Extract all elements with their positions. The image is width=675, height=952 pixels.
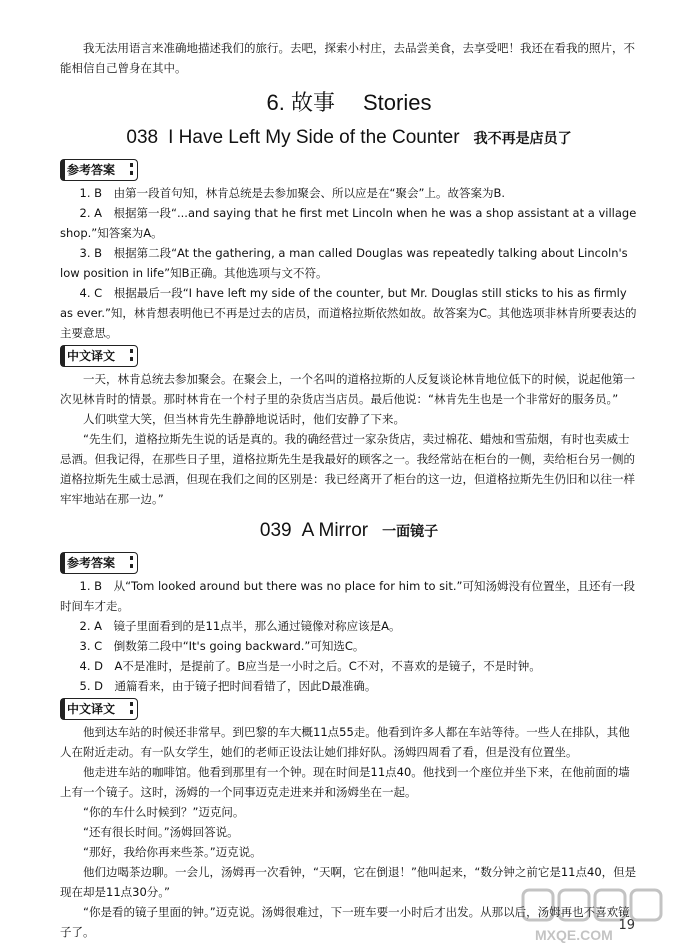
section-title-en: Stories <box>363 90 432 115</box>
translation-paragraph: 他走进车站的咖啡馆。他看到那里有一个钟。现在时间是11点40。他找到一个座位并坐下来，在他前面的墙上有一个镜子。这时，汤姆的一个同事迈克走进来并和汤姆坐在一起。 <box>60 765 630 799</box>
story-title-cn: 我不再是店员了 <box>473 131 572 147</box>
answer-item: 4. C 根据最后一段“I have left my side of the counter, but Mr. Douglas still sticks to his as firmly as ever.”知，林肯想表明他已不再是过去的店员，而道格拉斯依然如故。故答案为C。其他选项非林肯所要表达的主要意思。 <box>60 286 637 340</box>
translation-paragraph: 一天，林肯总统去参加聚会。在聚会上，一个名叫的道格拉斯的人反复谈论林肯地位低下的时候，说起他第一次见林肯时的情景。那时林肯在一个村子里的杂货店当店员。最后他说：“林肯先生也是一个非常好的服务员。” <box>60 372 635 406</box>
story-title-cn: 一面镜子 <box>382 524 439 540</box>
translation-paragraph: “你是看的镜子里面的钟。”迈克说。汤姆很难过，下一班车要一小时后才出发。从那以后，汤姆再也不喜欢镜子了。 <box>60 905 630 939</box>
answers-badge: 参考答案 <box>60 552 138 574</box>
translation-paragraph: “你的车什么时候到？”迈克问。 <box>83 805 245 819</box>
intro-paragraph: 我无法用语言来准确地描述我们的旅行。去吧，探索小村庄，去品尝美食，去享受吧！我还在看我的照片，不能相信自己曾身在其中。 <box>60 41 635 75</box>
answer-item: 1. B 由第一段首句知，林肯总统是去参加聚会、所以应是在“聚会”上。故答案为B. <box>79 186 506 200</box>
story-number: 038 <box>126 127 159 148</box>
translation-paragraph: 他们边喝茶边聊。一会儿，汤姆再一次看钟，“天啊，它在倒退！”他叫起来，“数分钟之前它是11点40，但是现在却是11点30分。” <box>60 865 637 899</box>
answer-item: 3. C 倒数第二段中“It's going backward.”可知选C。 <box>79 639 365 653</box>
answer-item: 5. D 通篇看来，由于镜子把时间看错了，因此D最准确。 <box>79 679 377 693</box>
translation-paragraph: 他到达车站的时候还非常早。到巴黎的车大概11点55走。他看到许多人都在车站等待。一些人在排队，其他人在附近走动。有一队女学生，她们的老师正设法让她们排好队。汤姆四周看了看，但是没有位置坐。 <box>60 725 630 759</box>
badge-dots-icon <box>118 163 133 175</box>
badge-marker <box>61 346 65 366</box>
page <box>60 38 638 942</box>
section-number-title: 6. 故事 <box>266 90 335 115</box>
translation-paragraph: “还有很长时间。”汤姆回答说。 <box>83 825 239 839</box>
badge-marker <box>61 699 65 719</box>
badge-dots-icon <box>118 556 133 568</box>
translation-badge: 中文译文 <box>60 345 138 367</box>
answer-item: 3. B 根据第二段“At the gathering, a man called Douglas was repeatedly talking about Lincoln's low position in life”知B正确。其他选项与文不符。 <box>60 246 628 280</box>
translation-badge: 中文译文 <box>60 698 138 720</box>
translation-paragraph: “先生们，道格拉斯先生说的话是真的。我的确经营过一家杂货店，卖过棉花、蜡烛和雪茄烟，有时也卖威士忌酒。但我记得，在那些日子里，道格拉斯先生是我最好的顾客之一。我经常站在柜台的一侧，卖给柜台另一侧的道格拉斯先生威士忌酒，但现在我们之间的区别是：我已经离开了柜台的这一边，但道格拉斯先生仍旧和以往一样牢牢地站在那一边。” <box>60 432 635 506</box>
page-number: 19 <box>618 918 635 933</box>
svg-text:MXQE.COM: MXQE.COM <box>535 927 613 943</box>
answers-badge: 参考答案 <box>60 159 138 181</box>
badge-dots-icon <box>118 702 133 714</box>
story-039-title <box>60 517 638 546</box>
badge-marker <box>61 553 65 573</box>
story-038-title <box>60 124 638 153</box>
badge-dots-icon <box>118 349 133 361</box>
answer-item: 2. A 镜子里面看到的是11点半，那么通过镜像对称应该是A。 <box>79 619 401 633</box>
story-title-en: A Mirror <box>301 520 369 541</box>
section-heading <box>60 88 638 118</box>
answer-item: 2. A 根据第一段“...and saying that he first met Lincoln when he was a shop assistant at a village shop.”知答案为A。 <box>60 206 637 240</box>
answer-item: 1. B 从“Tom looked around but there was no place for him to sit.”可知汤姆没有位置坐，且还有一段时间车才走。 <box>60 579 635 613</box>
story-number: 039 <box>259 520 292 541</box>
answer-item: 4. D A不是准时，是提前了。B应当是一小时之后。C不对，不喜欢的是镜子，不是时钟。 <box>79 659 541 673</box>
translation-paragraph: “那好，我给你再来些茶。”迈克说。 <box>83 845 262 859</box>
story-title-en: I Have Left My Side of the Counter <box>168 127 460 148</box>
translation-paragraph: 人们哄堂大笑，但当林肯先生静静地说话时，他们安静了下来。 <box>83 412 405 426</box>
badge-marker <box>61 160 65 180</box>
